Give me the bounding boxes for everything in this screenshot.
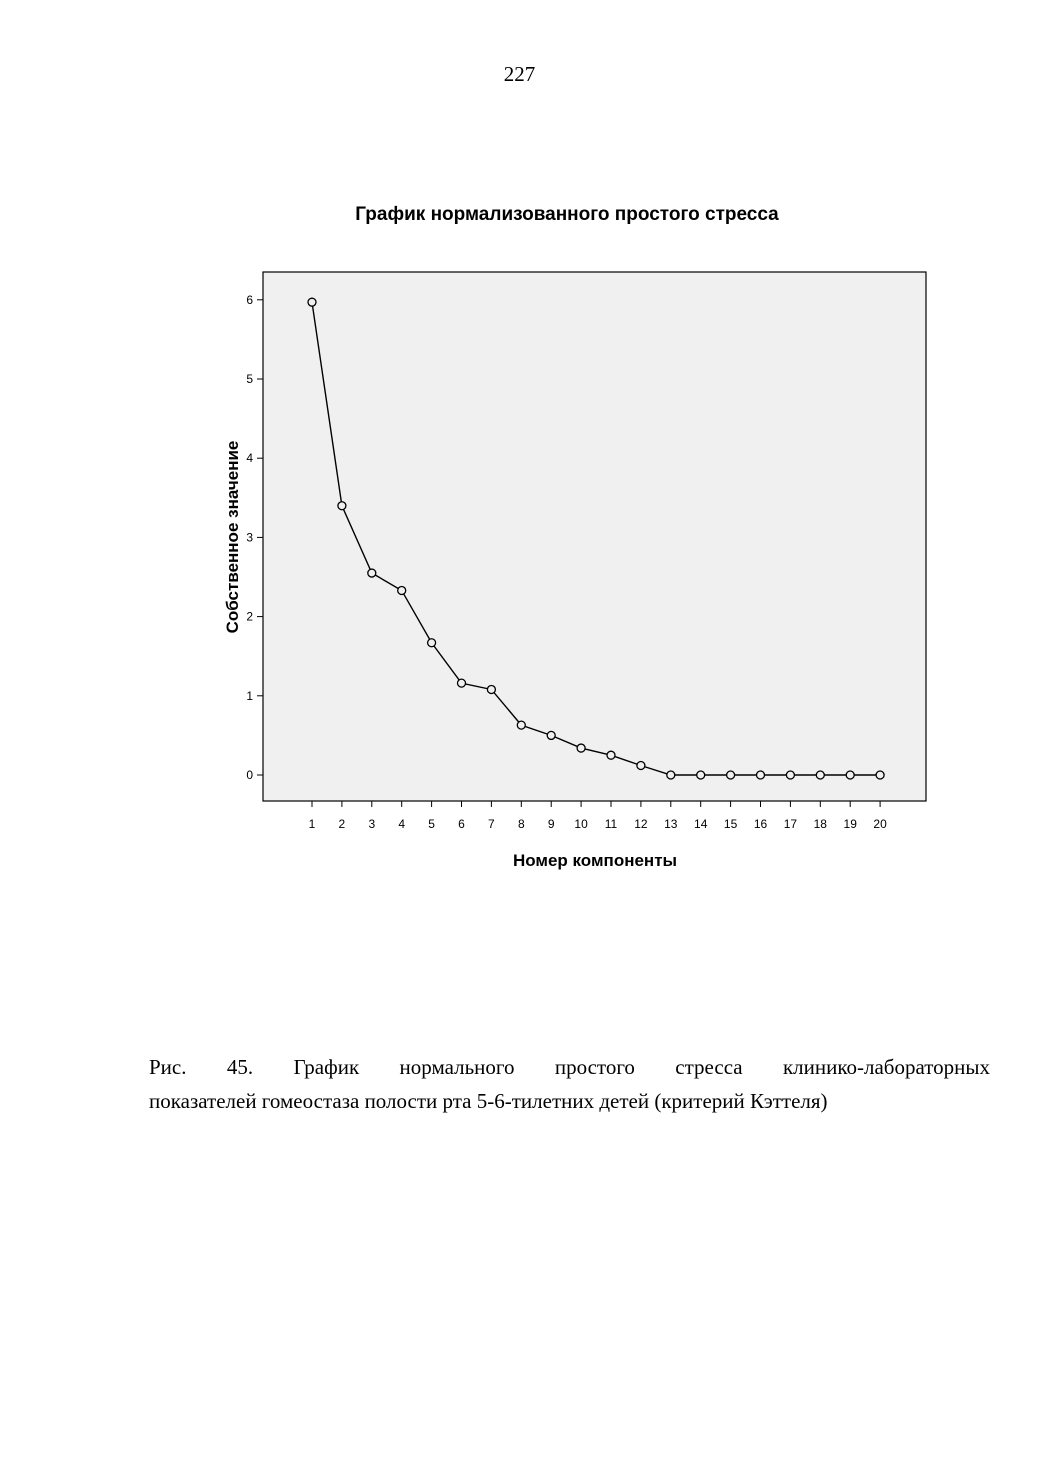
data-point <box>458 679 466 687</box>
x-tick-label: 11 <box>604 817 618 831</box>
y-tick-label: 2 <box>246 609 253 624</box>
y-tick-label: 6 <box>246 292 253 307</box>
x-tick-label: 8 <box>517 817 525 831</box>
x-tick-label: 1 <box>308 817 316 831</box>
caption-line-2: показателей гомеостаза полости рта 5-6-тилетних детей (критерий Кэттеля) <box>149 1089 828 1113</box>
x-tick-label: 20 <box>873 817 887 831</box>
x-tick-label: 14 <box>694 817 708 831</box>
y-tick-label: 1 <box>246 688 253 703</box>
x-tick-label: 18 <box>813 817 827 831</box>
x-tick-label: 2 <box>338 817 346 831</box>
x-tick-label: 9 <box>547 817 555 831</box>
data-point <box>547 731 555 739</box>
data-point <box>398 586 406 594</box>
y-axis <box>246 293 263 782</box>
data-point <box>368 569 376 577</box>
data-point <box>816 771 824 779</box>
x-tick-label: 19 <box>843 817 857 831</box>
data-point <box>428 639 436 647</box>
y-tick-label: 3 <box>246 530 253 545</box>
data-point <box>876 771 884 779</box>
data-point <box>667 771 675 779</box>
caption-line-1: Рис. 45. График нормального простого стресса клинико-лабораторных <box>149 1055 990 1079</box>
data-point <box>637 761 645 769</box>
page-number: 227 <box>503 62 536 86</box>
x-tick-label: 10 <box>574 817 588 831</box>
data-point <box>786 771 794 779</box>
chart-title: График нормализованного простого стресса <box>355 204 779 225</box>
y-tick-label: 0 <box>246 768 253 782</box>
data-point <box>577 744 585 752</box>
y-tick-label: 4 <box>246 451 253 466</box>
x-tick-label: 15 <box>723 817 738 831</box>
data-point <box>727 771 735 779</box>
x-axis-label: Номер компоненты <box>512 851 678 870</box>
data-point <box>607 751 615 759</box>
plot-area <box>263 272 926 801</box>
y-tick-label: 5 <box>246 372 253 386</box>
x-tick-label: 17 <box>783 817 798 831</box>
x-axis <box>309 801 887 831</box>
x-tick-label: 4 <box>398 817 406 831</box>
data-point <box>338 502 346 510</box>
data-point <box>757 771 765 779</box>
data-point <box>487 685 495 693</box>
data-point <box>697 771 705 779</box>
x-tick-label: 6 <box>458 817 465 831</box>
x-tick-label: 3 <box>368 817 376 831</box>
x-tick-label: 16 <box>753 817 768 831</box>
figure-caption <box>149 1050 990 1118</box>
data-point <box>517 721 525 729</box>
data-point <box>308 298 316 306</box>
y-axis-label: Собственное значение <box>223 440 242 634</box>
x-tick-label: 12 <box>634 817 648 831</box>
x-tick-label: 7 <box>488 817 495 831</box>
x-tick-label: 13 <box>664 817 678 831</box>
x-tick-label: 5 <box>428 817 435 831</box>
data-point <box>846 771 854 779</box>
